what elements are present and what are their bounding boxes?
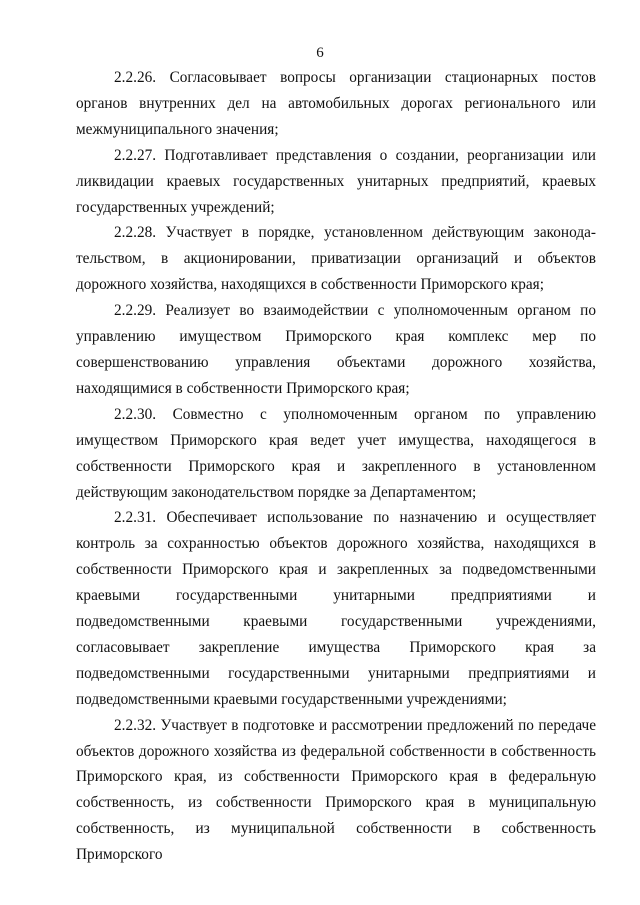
clause-2-2-30: 2.2.30. Совместно с уполномоченным органом по управлению имуществом Приморского края ведет учет имущества, находящегося в собственности Приморского края и закрепленного в установленном действующим законодательством порядке за Департаментом; (76, 405, 596, 501)
page-number: 6 (316, 45, 324, 61)
clause-2-2-29: 2.2.29. Реализует во взаимодействии с уполномоченным органом по управлению имуществом Приморского края комплекс мер по совершенствованию управления объектами дорожного хозяйства, находящимися в собственности Приморского края; (76, 302, 596, 397)
document-body (76, 65, 596, 868)
clause-2-2-28: 2.2.28. Участвует в порядке, установленном действующим законодательством, в акционировании, приватизации организаций и объектов дорожного хозяйства, находящихся в собственности Приморского края; (76, 224, 596, 294)
clause-2-2-26: 2.2.26. Согласовывает вопросы организации стационарных постов органов внутренних дел на автомобильных дорогах регионального или межмуниципального значения; (76, 69, 596, 138)
clause-2-2-32: 2.2.32. Участвует в подготовке и рассмотрении предложений по передаче объектов дорожного хозяйства из федеральной собственности в собственность Приморского края, из собственности Приморского края в федеральную собственность, из собственности Приморского края в муниципальную собственность, из муниципальной собственности в собственность Приморского (76, 716, 596, 864)
clause-2-2-31: 2.2.31. Обеспечивает использование по назначению и осуществляет контроль за сохранностью объектов дорожного хозяйства, находящихся в собственности Приморского края и закрепленных за подведомственными краевыми государственными унитарными предприятиями и подведомственными краевыми государственными учреждениями, согласовывает закрепление имущества Приморского края за подведомственными государственными унитарными предприятиями и подведомственными краевыми государственными учреждениями; (76, 509, 596, 708)
clause-2-2-27: 2.2.27. Подготавливает представления о создании, реорганизации или ликвидации краевых государственных унитарных предприятий, краевых государственных учреждений; (76, 146, 596, 216)
